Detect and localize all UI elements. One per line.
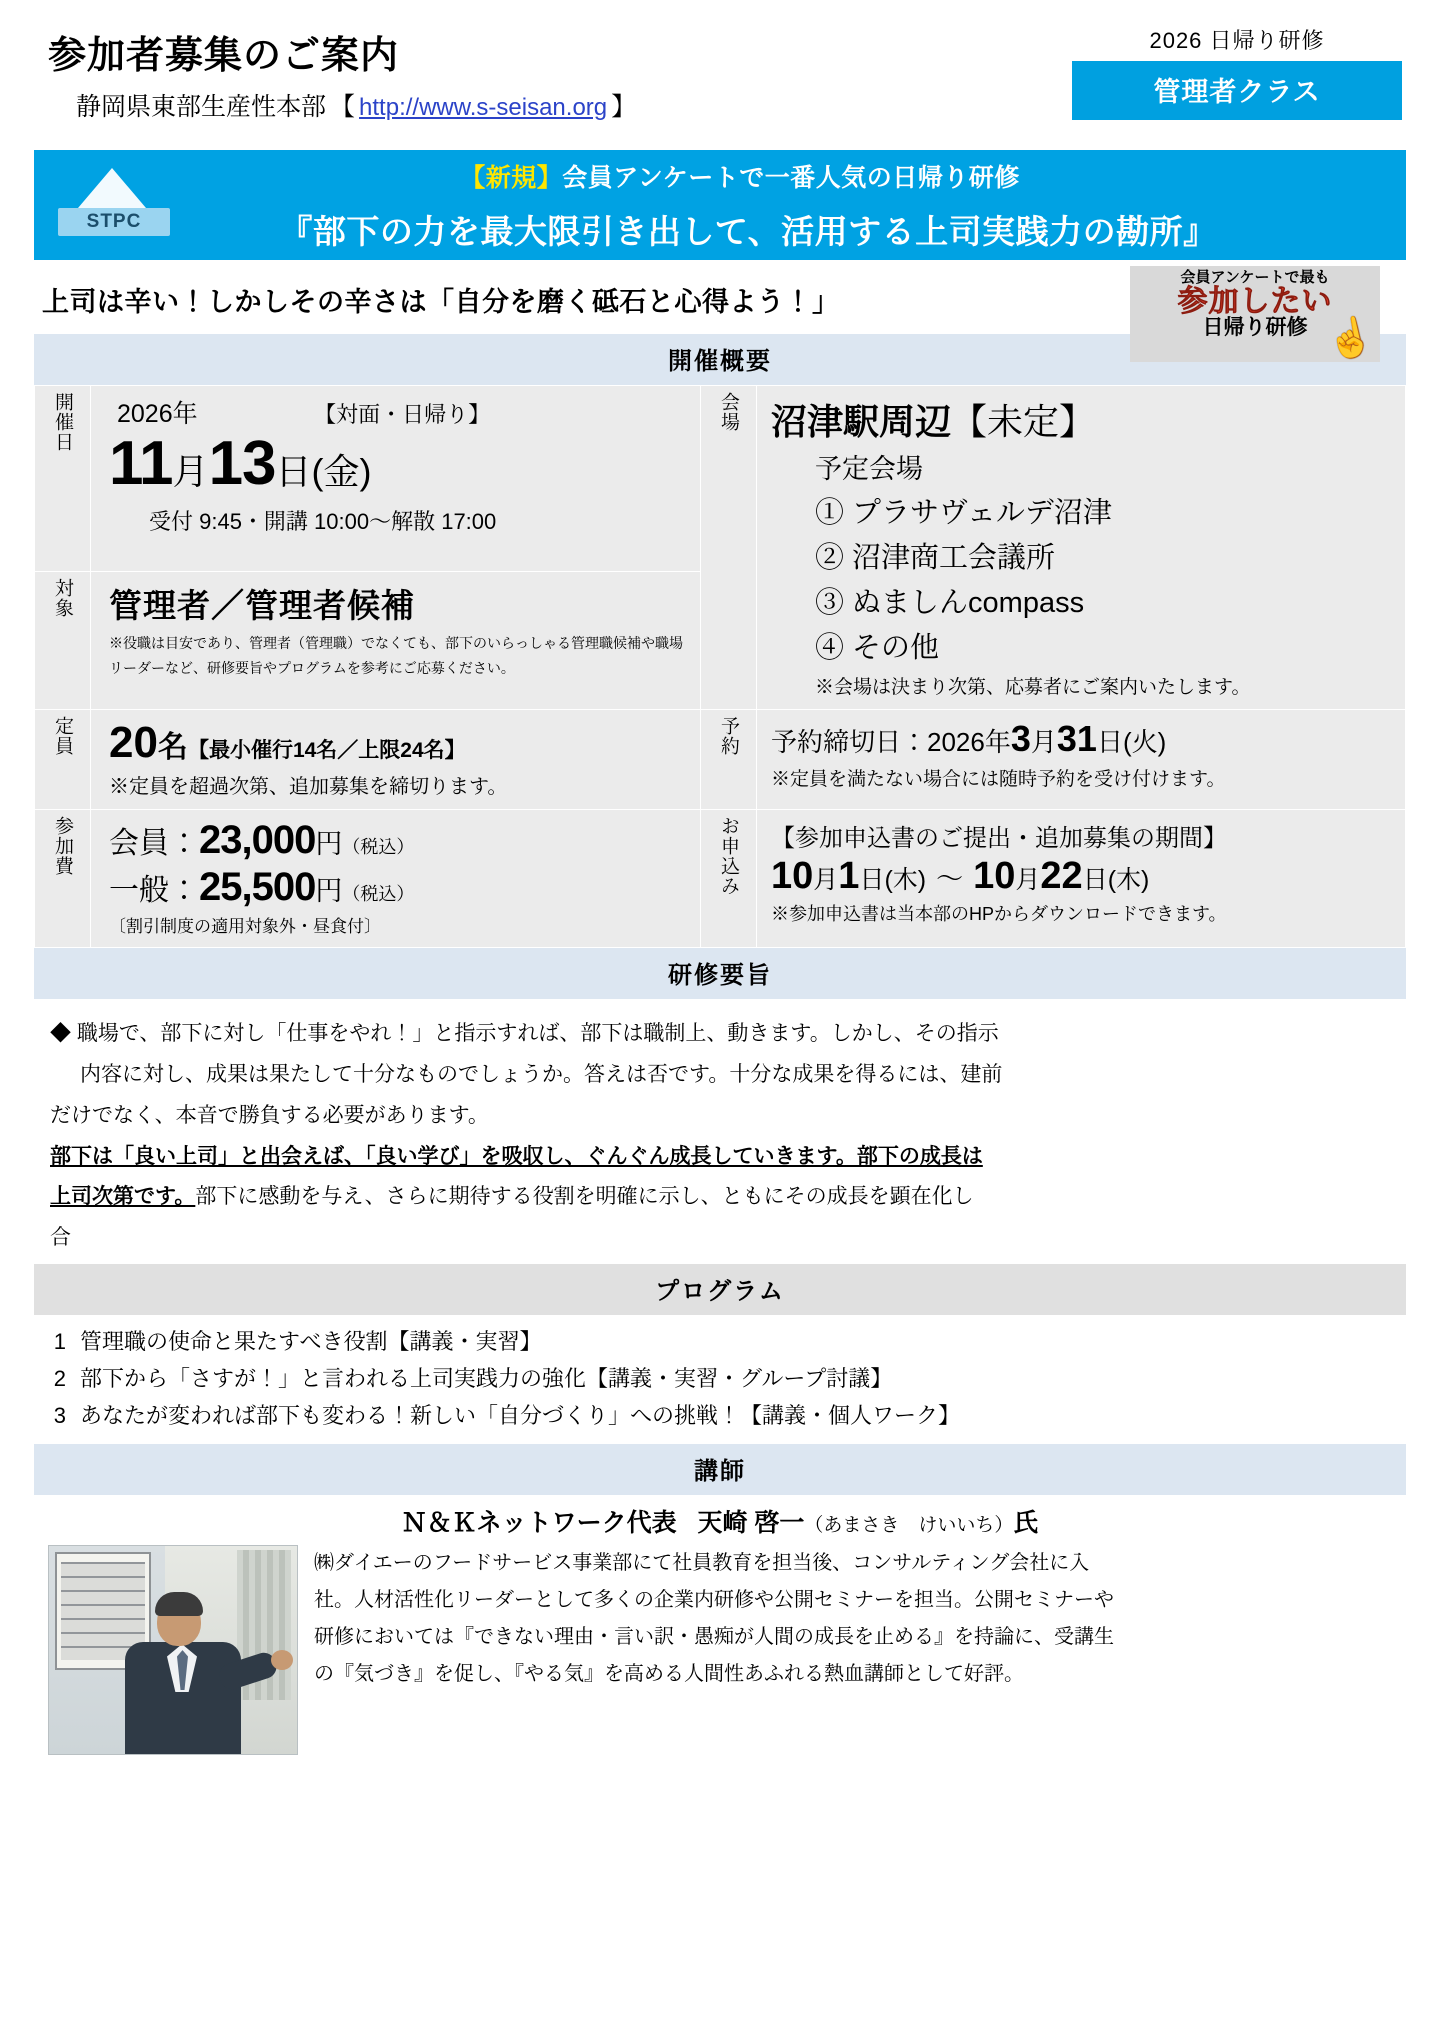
table-row [35, 710, 1406, 810]
lecturer-bio-line: 社。人材活性化リーダーとして多くの企業内研修や公開セミナーを担当。公開セミナーや [314, 1589, 1114, 1612]
venue-title [771, 394, 1395, 445]
section-header-overview: 開催概要 [34, 334, 1406, 385]
lecturer-name-line [34, 1495, 1406, 1545]
outline-emphasis-tail: 上司次第です。 [50, 1185, 196, 1209]
apply-period [771, 855, 1395, 898]
apply-range-separator: 〜 [936, 864, 964, 894]
venue-undecided: 【未定】 [951, 401, 1096, 442]
website-link[interactable]: http://www.s-seisan.org [359, 94, 608, 121]
stpc-logo-text: STPC [58, 208, 170, 236]
label-apply-text: お申込み [718, 816, 739, 896]
date-top-row [109, 394, 690, 430]
fee-note: 〔割引制度の適用対象外・昼食付〕 [109, 917, 381, 936]
capacity-cell [91, 710, 701, 810]
apply-from-day-unit: 日 [859, 866, 885, 894]
target-note: ※役職は目安であり、管理者（管理職）でなくても、部下のいらっしゃる管理職候補や職場リーダーなど、研修要旨やプログラムを参考にご応募ください。 [109, 635, 683, 676]
label-capacity [35, 710, 91, 810]
venue-subtitle: 予定会場 [815, 454, 923, 484]
lecturer-name-kana: （あまさき けいいち） [804, 1515, 1014, 1537]
header-badge-group [1072, 24, 1402, 120]
bracket-close: 】 [611, 93, 637, 121]
event-day-unit: 日 [275, 451, 312, 492]
venue-note: ※会場は決まり次第、応募者にご案内いたします。 [815, 677, 1251, 698]
pointing-hand-icon: ☝ [1322, 313, 1378, 365]
lecturer-bio-line: ㈱ダイエーのフードサービス事業部にて社員教育を担当後、コンサルティング会社に入 [314, 1552, 1090, 1575]
section-header-lecturer: 講師 [34, 1444, 1406, 1495]
apply-to-day-unit: 日 [1082, 866, 1108, 894]
apply-from-month-unit: 月 [813, 866, 839, 894]
apply-to-month-unit: 月 [1015, 866, 1041, 894]
lecturer-bio-line: の『気づき』を促し、『やる気』を高める人間性あふれる熱血講師として好評。 [314, 1663, 1024, 1686]
apply-period-head: 【参加申込書のご提出・追加募集の期間】 [771, 825, 1227, 852]
label-reserve [701, 710, 757, 810]
class-badge: 管理者クラス [1072, 61, 1402, 120]
outline-paragraph [50, 1178, 1384, 1217]
apply-from-month: 10 [771, 855, 814, 897]
fee-member-tax: （税込） [342, 837, 415, 857]
outline-body [34, 999, 1406, 1264]
capacity-range: 【最小催行14名／上限24名】 [187, 739, 466, 762]
fee-general [109, 865, 690, 910]
event-day-of-week: (金) [311, 451, 372, 492]
outline-paragraph: ◆ 職場で、部下に対し「仕事をやれ！」と指示すれば、部下は職制上、動きます。しかし、その指示 [50, 1022, 999, 1045]
program-index: 3 [53, 1403, 66, 1429]
apply-cell [757, 810, 1406, 948]
target-cell [91, 572, 701, 710]
list-item: ② 沼津商工会議所 [815, 542, 1056, 574]
popularity-stamp [1130, 266, 1380, 365]
program-text: 管理職の使命と果たすべき役割【講義・実習】 [80, 1329, 542, 1355]
table-row [35, 810, 1406, 948]
page-header [34, 24, 1406, 150]
label-target [35, 572, 91, 710]
banner-new-tag: 【新規】 [460, 164, 563, 192]
capacity-unit: 名 [157, 731, 188, 764]
reserve-month-unit: 月 [1030, 727, 1057, 757]
reserve-day-of-week: (火) [1122, 727, 1167, 757]
apply-from-dow: (木) [884, 866, 927, 894]
overview-table [34, 385, 1406, 948]
list-item: ③ ぬましんcompass [815, 587, 1085, 619]
fee-member-value: 23,000 [199, 818, 316, 862]
outline-paragraph: 合 [50, 1226, 71, 1250]
stpc-logo [58, 168, 170, 252]
event-month-unit: 月 [172, 451, 209, 492]
label-date-text: 開催日 [52, 392, 73, 452]
reserve-deadline [771, 718, 1395, 760]
label-target-text: 対象 [52, 578, 73, 619]
lecturer-affiliation: Ｎ＆Ｋネットワーク代表 [401, 1509, 677, 1538]
target-title: 管理者／管理者候補 [109, 587, 415, 625]
apply-to-month: 10 [973, 855, 1016, 897]
fee-member [109, 818, 690, 863]
capacity-line [109, 718, 690, 768]
photo-person-hair [155, 1592, 203, 1616]
label-fee [35, 810, 91, 948]
outline-paragraph-rest: 部下に感動を与え、さらに期待する役割を明確に示し、ともにその成長を顕在化し [195, 1185, 974, 1209]
fee-general-value: 25,500 [199, 865, 316, 909]
date-cell [91, 386, 701, 572]
banner-line-1 [84, 158, 1396, 194]
label-date [35, 386, 91, 572]
lecturer-name: 天崎 啓一 [697, 1509, 805, 1538]
reserve-day-number: 31 [1056, 718, 1097, 759]
banner-line-1-rest: 会員アンケートで一番人気の日帰り研修 [562, 164, 1020, 192]
fee-general-label: 一般： [109, 874, 199, 907]
apply-from-day: 1 [838, 855, 860, 897]
event-year: 2026年 [117, 400, 198, 428]
event-month-number: 11 [109, 429, 173, 498]
outline-paragraph: だけでなく、本音で勝負する必要があります。 [50, 1103, 489, 1127]
venue-area: 沼津駅周辺 [771, 401, 952, 442]
stamp-line-3: 日帰り研修 [1202, 316, 1308, 340]
apply-note: ※参加申込書は当本部のHPからダウンロードできます。 [771, 904, 1227, 924]
page-title: 参加者募集のご案内 [48, 35, 400, 77]
list-item [48, 1325, 1396, 1358]
lecturer-bio [314, 1545, 1114, 1755]
lecturer-name-suffix: 氏 [1013, 1509, 1039, 1538]
label-capacity-text: 定員 [52, 716, 73, 756]
lecturer-photo [48, 1545, 298, 1755]
fee-member-label: 会員： [109, 827, 199, 860]
reserve-day-unit: 日 [1096, 727, 1123, 757]
list-item [48, 1399, 1396, 1432]
reserve-note: ※定員を満たない場合には随時予約を受け付けます。 [771, 769, 1226, 790]
program-index: 1 [53, 1329, 66, 1355]
program-text: 部下から「さすが！」と言われる上司実践力の強化【講義・実習・グループ討議】 [80, 1366, 893, 1392]
title-banner [34, 150, 1406, 260]
capacity-number: 20 [109, 718, 158, 767]
apply-to-day: 22 [1040, 855, 1083, 897]
list-item: ① プラサヴェルデ沼津 [815, 497, 1112, 529]
banner-course-title: 『部下の力を最大限引き出して、活用する上司実践力の勘所』 [279, 213, 1217, 250]
catch-copy: 上司は辛い！しかしその辛さは「自分を磨く砥石と心得よう！」 [42, 287, 840, 317]
table-row [35, 386, 1406, 572]
event-format-tag: 【対面・日帰り】 [314, 402, 491, 427]
reserve-cell [757, 710, 1406, 810]
mountain-icon [78, 168, 146, 208]
venue-cell [757, 386, 1406, 710]
photo-person-hand [271, 1650, 293, 1670]
section-header-program: プログラム [34, 1264, 1406, 1315]
apply-to-dow: (木) [1107, 866, 1150, 894]
label-apply [701, 810, 757, 948]
capacity-note: ※定員を超過次第、追加募集を締切ります。 [109, 776, 508, 798]
event-schedule: 受付 9:45・開講 10:00〜解散 17:00 [149, 509, 497, 534]
section-header-outline: 研修要旨 [34, 948, 1406, 999]
label-reserve-text: 予約 [718, 716, 739, 756]
label-venue [701, 386, 757, 710]
label-fee-text: 参加費 [52, 816, 73, 876]
outline-paragraph: 内容に対し、成果は果たして十分なものでしょうか。答えは否です。十分な成果を得るには、建前 [80, 1062, 1003, 1086]
reserve-deadline-label: 予約締切日：2026年 [771, 727, 1011, 757]
program-index: 2 [53, 1366, 66, 1392]
list-item: ④ その他 [815, 632, 940, 664]
stamp-line-1: 会員アンケートで最も [1180, 269, 1330, 286]
program-text: あなたが変われば部下も変わる！新しい「自分づくり」への挑戦！【講義・個人ワーク】 [80, 1403, 961, 1429]
event-day-number: 13 [208, 429, 276, 498]
stamp-line-2: 参加したい [1177, 284, 1333, 318]
fee-cell [91, 810, 701, 948]
lecturer-bio-line: 研修においては『できない理由・言い訳・愚痴が人間の成長を止める』を持論に、受講生 [314, 1626, 1114, 1649]
program-list [34, 1315, 1406, 1444]
event-date [109, 428, 690, 499]
fee-general-unit: 円 [315, 876, 343, 906]
list-item [48, 1362, 1396, 1395]
reserve-month-number: 3 [1010, 718, 1031, 759]
lecturer-body [34, 1545, 1406, 1765]
fee-general-tax: （税込） [342, 884, 415, 904]
organization-name: 静岡県東部生産性本部 [76, 93, 327, 121]
label-venue-text: 会場 [718, 392, 739, 432]
fee-member-unit: 円 [315, 829, 343, 859]
outline-paragraph-emphasis: 部下は「良い上司」と出会えば、「良い学び」を吸収し、ぐんぐん成長していきます。部下の成長は [50, 1144, 983, 1168]
program-year-label: 2026 日帰り研修 [1149, 28, 1325, 53]
bracket-open: 【 [330, 93, 356, 121]
